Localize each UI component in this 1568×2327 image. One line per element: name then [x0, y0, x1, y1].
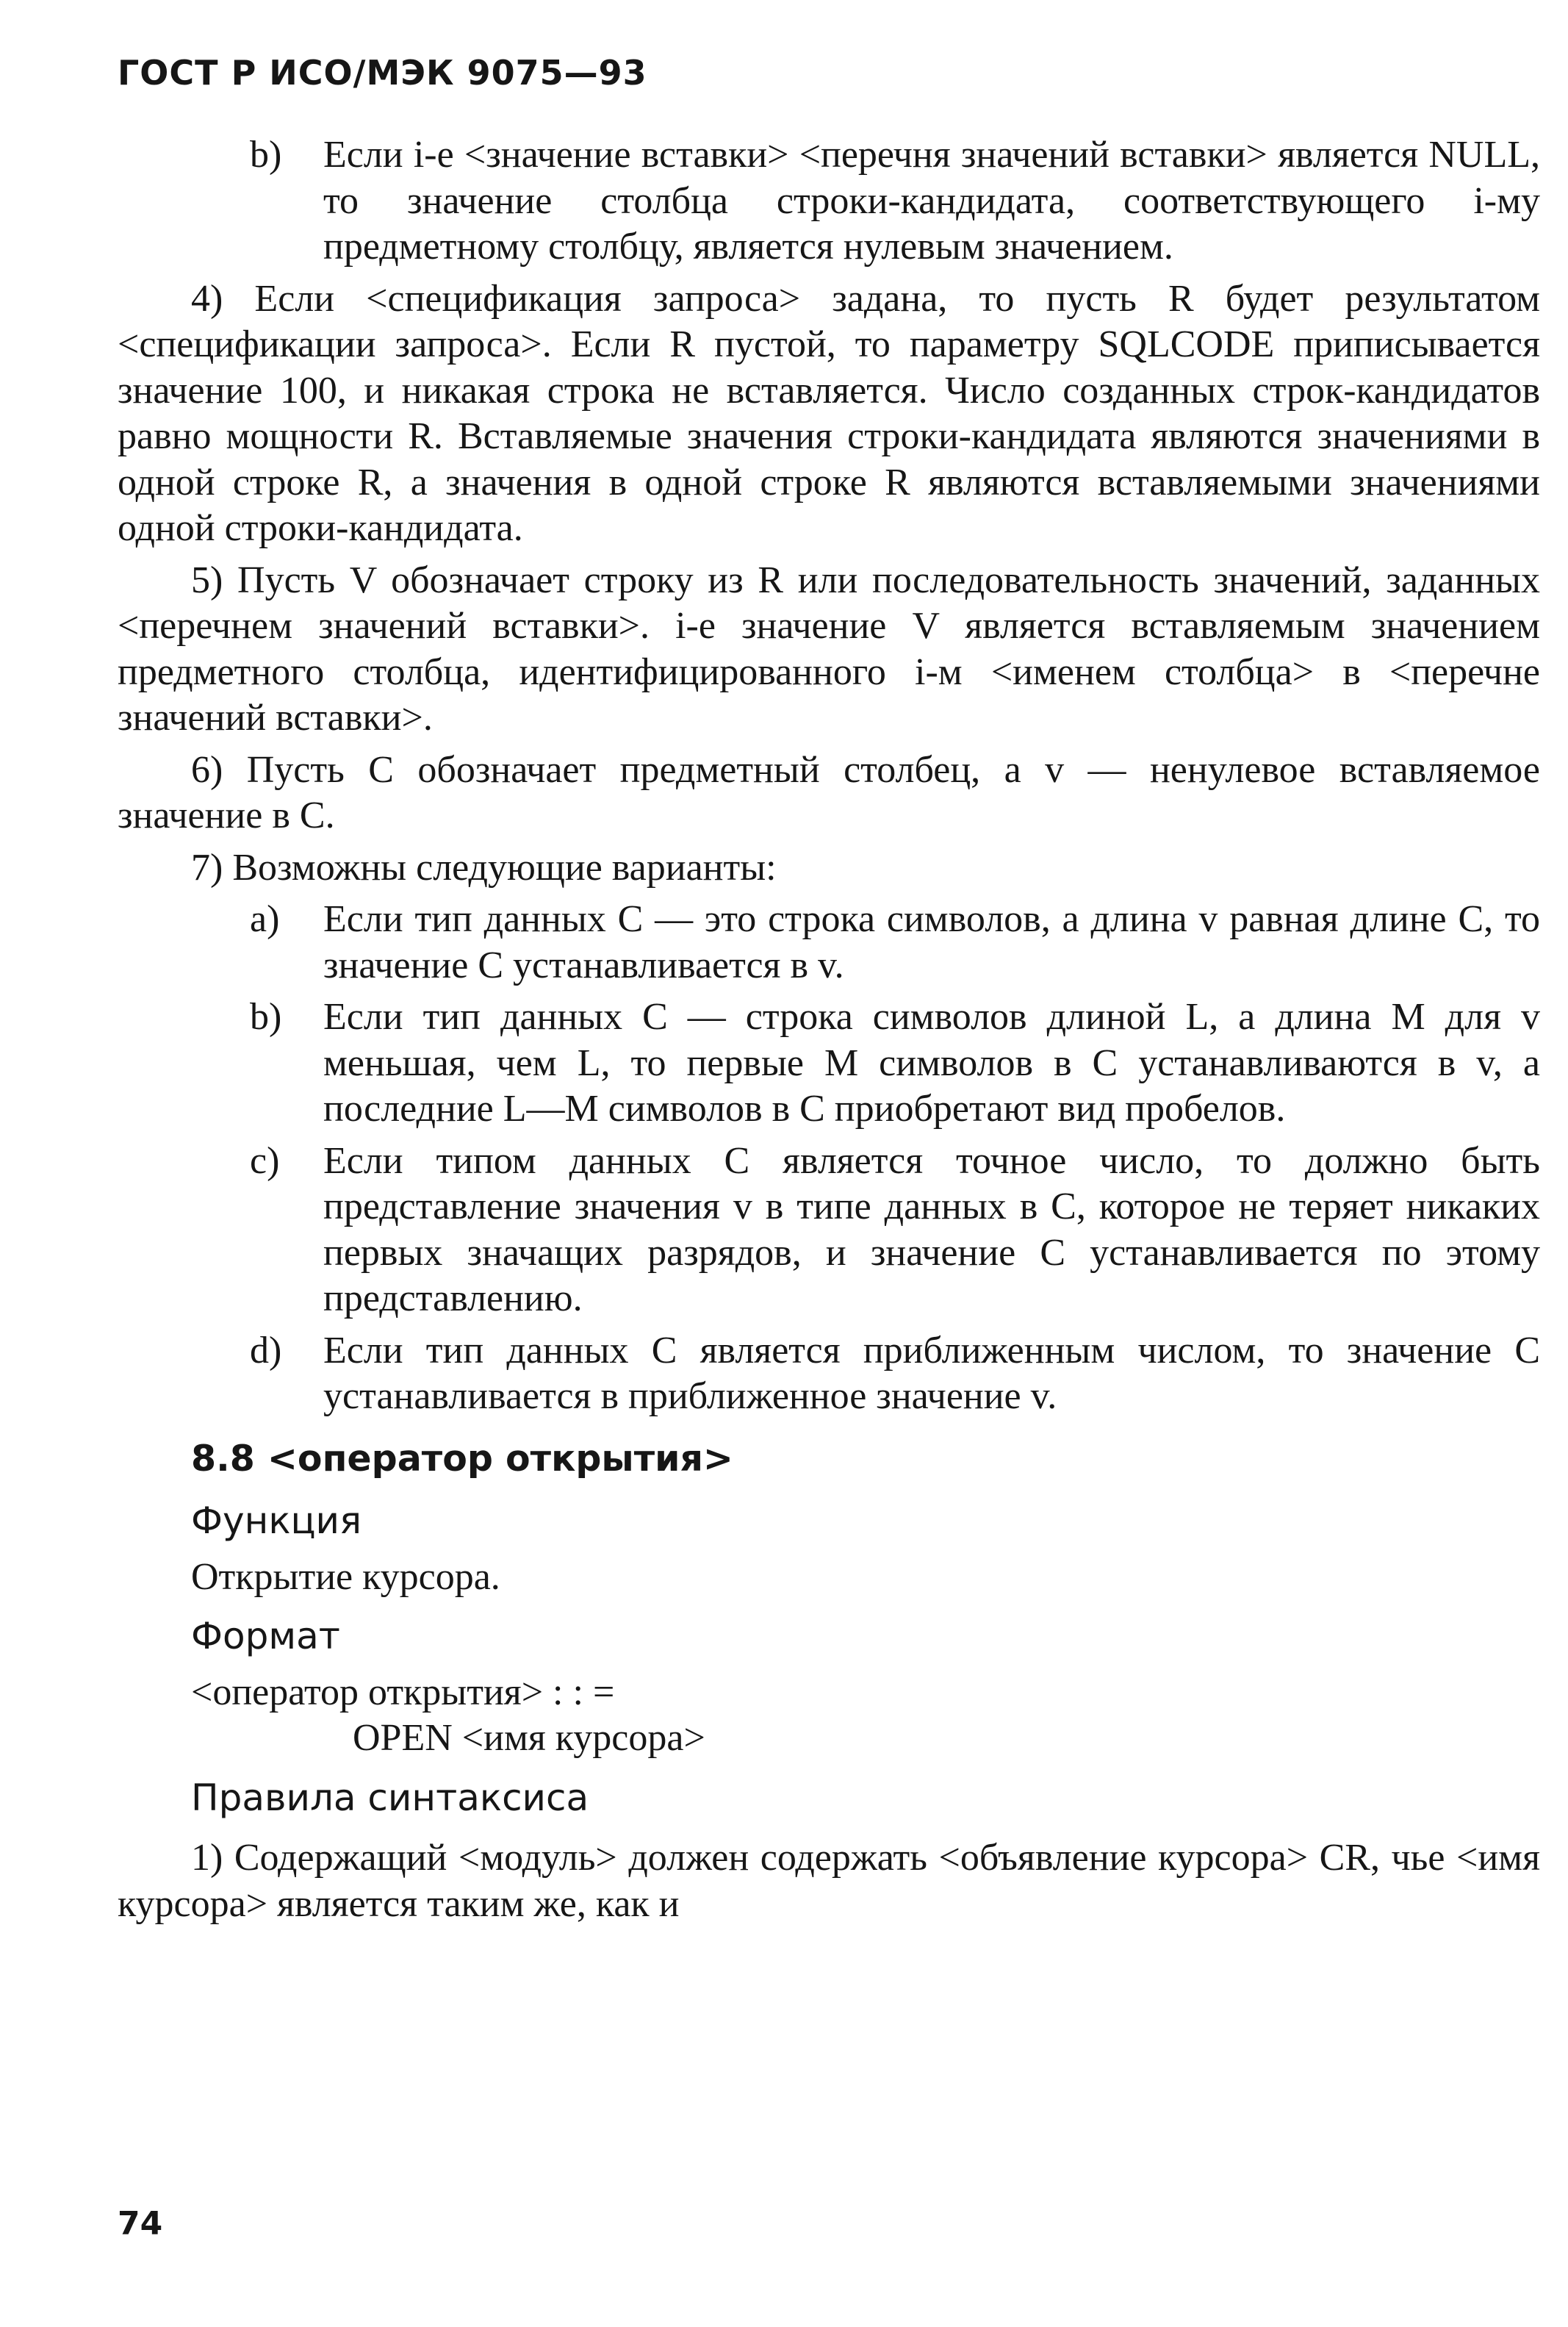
item-7c-text: Если типом данных C является точное число, то должно быть представление значения v в типе данных в C, которое не теряет никаких первых значащих разрядов, и значение C устанавливается по этому представлению.	[323, 1139, 1540, 1319]
item-7: 7) Возможны следующие варианты:	[191, 846, 777, 889]
item-7d-label: d)	[250, 1329, 282, 1372]
item-7b-label: b)	[250, 996, 282, 1038]
item-7b	[118, 994, 1540, 1133]
page-number: 74	[118, 2205, 163, 2242]
item-4: 4) Если <спецификация запроса> задана, то пусть R будет результатом <спецификации запроса>. Если R пустой, то параметру SQLCODE приписывается значение 100, и никакая строка не вставляется. Число созданных строк-кандидатов равно мощности R. Вставляемые значения строки-кандидата являются значениями в одной строке R, а значения в одной строке R являются вставляемыми значениями одной строки-кандидата.	[118, 277, 1540, 549]
syntax-rule-1: 1) Содержащий <модуль> должен содержать <объявление курсора> CR, чье <имя курсора> является таким же, как и	[118, 1837, 1540, 1925]
format-line-2: OPEN <имя курсора>	[353, 1717, 705, 1759]
item-7c	[118, 1139, 1540, 1322]
item-7d-text: Если тип данных C является приближенным числом, то значение C устанавливается в приближенное значение v.	[323, 1329, 1540, 1417]
format-label: Формат	[191, 1615, 340, 1657]
item-7b-text: Если тип данных C — строка символов длиной L, а длина M для v меньшая, чем L, то первые M символов в C устанавливаются в v, а последние L—M символов в C приобретают вид пробелов.	[323, 996, 1540, 1130]
section-heading: 8.8 <оператор открытия>	[191, 1437, 733, 1480]
item-5: 5) Пусть V обозначает строку из R или последовательность значений, заданных <перечнем значений вставки>. i-е значение V является вставляемым значением предметного столбца, идентифицированного i-м <именем столбца> в <перечне значений вставки>.	[118, 559, 1540, 739]
document-header: ГОСТ Р ИСО/МЭК 9075—93	[118, 53, 647, 93]
item-3b-label: b)	[250, 134, 282, 176]
item-7a	[118, 897, 1540, 989]
item-3b-text: Если i-е <значение вставки> <перечня значений вставки> является NULL, то значение столбца строки-кандидата, соответствующего i-му предметному столбцу, является нулевым значением.	[323, 134, 1540, 268]
function-label: Функция	[191, 1499, 362, 1542]
item-6: 6) Пусть C обозначает предметный столбец, а v — ненулевое вставляемое значение в C.	[118, 748, 1540, 836]
function-text: Открытие курсора.	[191, 1555, 500, 1598]
item-7c-label: c)	[250, 1139, 280, 1182]
item-3b	[118, 132, 1540, 270]
body-text	[118, 132, 1540, 1933]
section-open-operator	[118, 1436, 1540, 1821]
syntax-rules-label: Правила синтаксиса	[191, 1776, 589, 1819]
item-7a-label: a)	[250, 898, 280, 940]
item-7d	[118, 1328, 1540, 1420]
format-line-1: <оператор открытия> : : =	[191, 1671, 615, 1713]
item-7a-text: Если тип данных C — это строка символов, а длина v равная длине C, то значение C устанавливается в v.	[323, 898, 1540, 986]
